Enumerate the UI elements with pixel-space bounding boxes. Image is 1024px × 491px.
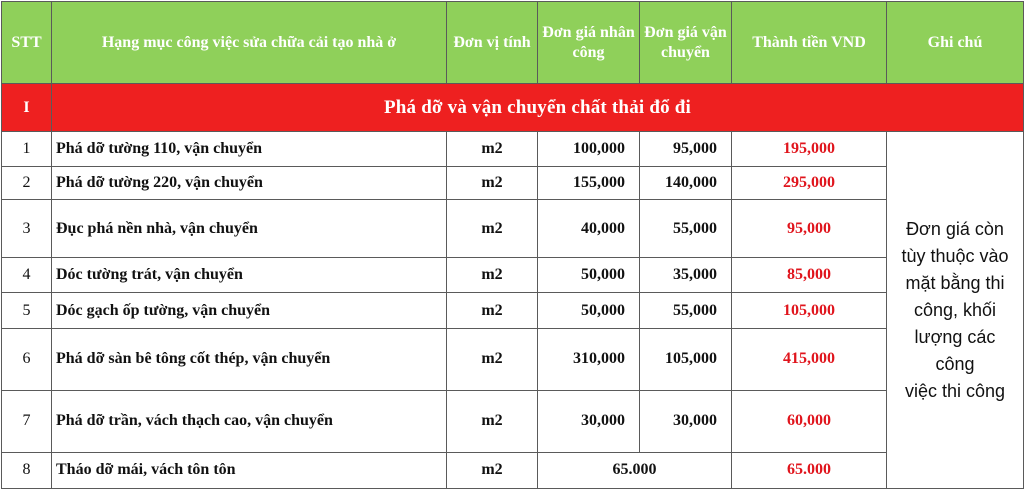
header-row: [2, 2, 1024, 84]
row-total: 60,000: [732, 390, 887, 452]
row-total: 195,000: [732, 132, 887, 167]
note-line: công, khối: [913, 299, 997, 320]
section-number: I: [2, 84, 52, 132]
table-row: [2, 167, 1024, 200]
row-labor-price: 155,000: [538, 167, 640, 200]
note-cell: [887, 132, 1024, 489]
table-row: [2, 132, 1024, 167]
row-transport-price: 95,000: [640, 132, 732, 167]
row-labor-price: 40,000: [538, 200, 640, 258]
row-labor-price: 50,000: [538, 258, 640, 293]
row-unit: m2: [447, 452, 538, 488]
row-transport-price: 30,000: [640, 390, 732, 452]
row-stt: 1: [2, 132, 52, 167]
note-line: tùy thuộc vào: [901, 245, 1009, 266]
header-transport-price: Đơn giá vận chuyển: [640, 2, 732, 84]
table-row: [2, 258, 1024, 293]
row-item: Phá dỡ trần, vách thạch cao, vận chuyển: [52, 390, 447, 452]
row-labor-price: 310,000: [538, 328, 640, 390]
note-line: Đơn giá còn: [906, 218, 1004, 239]
note-line: lượng các công: [914, 326, 996, 374]
header-total: Thành tiền VND: [732, 2, 887, 84]
row-combined-price: 65.000: [538, 452, 732, 488]
row-stt: 3: [2, 200, 52, 258]
row-unit: m2: [447, 132, 538, 167]
header-stt: STT: [2, 2, 52, 84]
row-unit: m2: [447, 258, 538, 293]
row-total: 105,000: [732, 293, 887, 328]
table-row: [2, 452, 1024, 488]
row-transport-price: 55,000: [640, 200, 732, 258]
row-unit: m2: [447, 293, 538, 328]
row-stt: 4: [2, 258, 52, 293]
row-stt: 2: [2, 167, 52, 200]
header-unit: Đơn vị tính: [447, 2, 538, 84]
row-unit: m2: [447, 390, 538, 452]
row-labor-price: 50,000: [538, 293, 640, 328]
row-labor-price: 30,000: [538, 390, 640, 452]
row-stt: 7: [2, 390, 52, 452]
note-line: mặt bằng thi: [905, 272, 1005, 293]
row-stt: 6: [2, 328, 52, 390]
row-labor-price: 100,000: [538, 132, 640, 167]
section-title: Phá dỡ và vận chuyển chất thải đổ đi: [52, 84, 1024, 132]
table-row: [2, 390, 1024, 452]
row-transport-price: 105,000: [640, 328, 732, 390]
row-unit: m2: [447, 200, 538, 258]
row-item: Tháo dỡ mái, vách tôn tôn: [52, 452, 447, 488]
row-total: 95,000: [732, 200, 887, 258]
price-table: [1, 1, 1024, 489]
row-unit: m2: [447, 167, 538, 200]
row-item: Phá dỡ tường 110, vận chuyển: [52, 132, 447, 167]
row-total: 415,000: [732, 328, 887, 390]
table-row: [2, 200, 1024, 258]
header-labor-price: Đơn giá nhân công: [538, 2, 640, 84]
row-stt: 5: [2, 293, 52, 328]
section-row: [2, 84, 1024, 132]
table-row: [2, 293, 1024, 328]
row-transport-price: 140,000: [640, 167, 732, 200]
row-item: Dóc gạch ốp tường, vận chuyển: [52, 293, 447, 328]
row-stt: 8: [2, 452, 52, 488]
table-row: [2, 328, 1024, 390]
row-item: Phá dỡ tường 220, vận chuyển: [52, 167, 447, 200]
row-total: 65.000: [732, 452, 887, 488]
row-total: 85,000: [732, 258, 887, 293]
header-item: Hạng mục công việc sửa chữa cải tạo nhà ở: [52, 2, 447, 84]
row-transport-price: 35,000: [640, 258, 732, 293]
row-item: Đục phá nền nhà, vận chuyển: [52, 200, 447, 258]
header-note: Ghi chú: [887, 2, 1024, 84]
note-line: việc thi công: [904, 380, 1006, 401]
row-transport-price: 55,000: [640, 293, 732, 328]
row-item: Phá dỡ sàn bê tông cốt thép, vận chuyển: [52, 328, 447, 390]
row-total: 295,000: [732, 167, 887, 200]
row-unit: m2: [447, 328, 538, 390]
row-item: Dóc tường trát, vận chuyển: [52, 258, 447, 293]
